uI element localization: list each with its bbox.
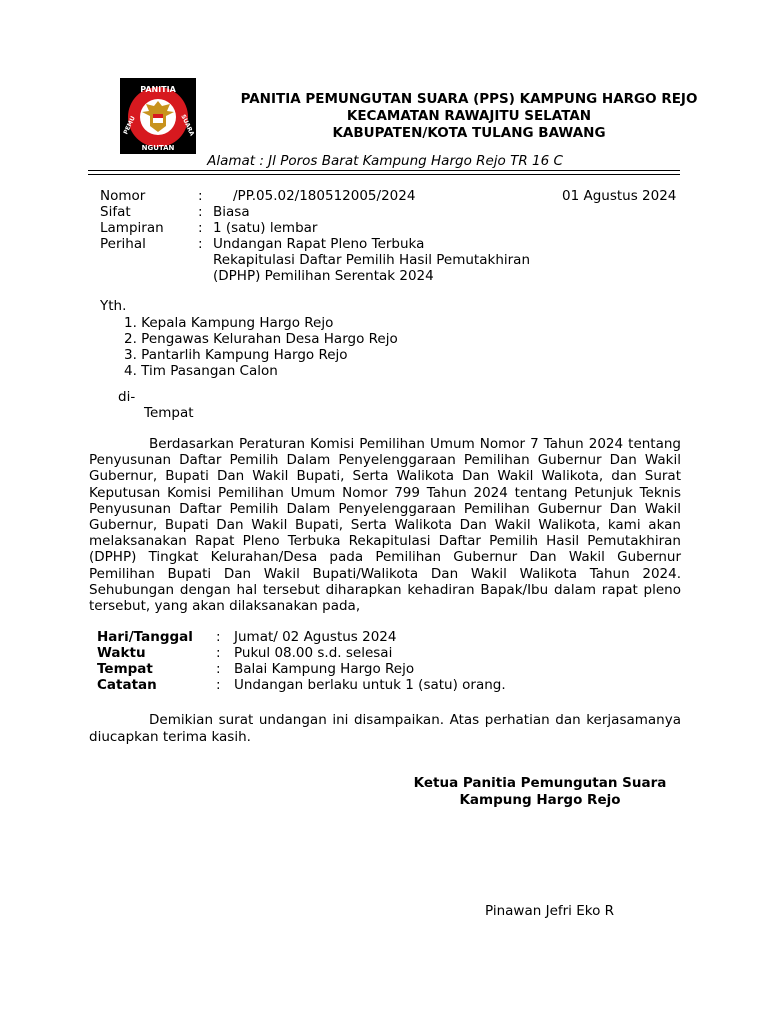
body-line: melaksanakan Rapat Pleno Terbuka Rekapitulasi Daftar Pemilih Hasil Pemutakhiran <box>89 533 681 550</box>
body-line: Pemilihan Bupati Dan Wakil Bupati/Walikota Dan Wakil Walikota Tahun 2024. <box>89 565 681 582</box>
body-line: Berdasarkan Peraturan Komisi Pemilihan Umum Nomor 7 Tahun 2024 tentang <box>149 436 681 452</box>
di-label: di- <box>118 389 136 405</box>
body-line: (DPHP) Tingkat Kelurahan/Desa pada Pemilihan Gubernur Dan Wakil Gubernur <box>89 549 681 566</box>
hari-colon: : <box>216 629 221 645</box>
letterhead-address: Alamat : Jl Poros Barat Kampung Hargo Rejo TR 16 C <box>207 153 563 169</box>
closing-line-1: Demikian surat undangan ini disampaikan. Atas perhatian dan kerjasamanya <box>149 712 681 728</box>
closing-paragraph <box>89 712 681 746</box>
body-line: Gubernur, Bupati Dan Wakil Bupati, Serta Walikota Dan Wakil Walikota, kami akan <box>89 516 681 533</box>
body-line: Penyusunan Daftar Pemilih Dalam Penyelenggaraan Pemilihan Gubernur Dan Wakil <box>89 452 681 469</box>
letterhead-line-3: KABUPATEN/KOTA TULANG BAWANG <box>332 125 606 141</box>
recipient-item: 3. Pantarlih Kampung Hargo Rejo <box>124 347 348 363</box>
letterhead-rule-thick <box>88 170 680 171</box>
letterhead-line-2: KECAMATAN RAWAJITU SELATAN <box>346 108 592 124</box>
logo-left-text: PEMU <box>122 115 137 136</box>
nomor-value: /PP.05.02/180512005/2024 <box>233 188 416 204</box>
kpu-logo <box>120 78 196 154</box>
perihal-line-1: Undangan Rapat Pleno Terbuka <box>213 236 425 252</box>
body-line: Sehubungan dengan hal tersebut diharapkan kehadiran Bapak/Ibu dalam rapat pleno <box>89 581 681 598</box>
waktu-colon: : <box>216 645 221 661</box>
sifat-value: Biasa <box>213 204 250 220</box>
lampiran-label: Lampiran <box>100 220 164 236</box>
nomor-label: Nomor <box>100 188 146 204</box>
letterhead-title <box>196 91 742 142</box>
tempat-acara-label: Tempat <box>97 661 153 677</box>
perihal-label: Perihal <box>100 236 146 252</box>
tempat-label: Tempat <box>144 405 194 421</box>
tempat-acara-colon: : <box>216 661 221 677</box>
waktu-value: Pukul 08.00 s.d. selesai <box>234 645 393 661</box>
logo-right-text: SUARA <box>179 113 196 138</box>
body-line: Gubernur, Bupati Dan Wakil Bupati, Serta Walikota Dan Wakil Walikota, dan Surat <box>89 468 681 485</box>
signature-title-1: Ketua Panitia Pemungutan Suara <box>413 775 667 791</box>
signatory-name: Pinawan Jefri Eko R <box>485 903 615 919</box>
closing-line-2: diucapkan terima kasih. <box>89 729 251 745</box>
catatan-colon: : <box>216 677 221 693</box>
sifat-label: Sifat <box>100 204 131 220</box>
nomor-colon: : <box>198 188 203 204</box>
yth-label: Yth. <box>100 298 127 314</box>
letterhead-rule-thin <box>88 174 680 175</box>
body-line: tersebut, yang akan dilaksanakan pada, <box>89 597 361 614</box>
sifat-colon: : <box>198 204 203 220</box>
recipient-item: 4. Tim Pasangan Calon <box>124 363 278 379</box>
waktu-label: Waktu <box>97 645 146 661</box>
catatan-value: Undangan berlaku untuk 1 (satu) orang. <box>234 677 506 693</box>
hari-label: Hari/Tanggal <box>97 629 193 645</box>
body-line: Penyusunan Daftar Pemilih Dalam Penyelenggaraan Pemilihan Gubernur Dan Wakil <box>89 500 681 517</box>
recipient-item: 1. Kepala Kampung Hargo Rejo <box>124 315 334 331</box>
letterhead-line-1: PANITIA PEMUNGUTAN SUARA (PPS) KAMPUNG HARGO REJO <box>240 91 698 107</box>
perihal-line-3: (DPHP) Pemilihan Serentak 2024 <box>213 268 434 284</box>
logo-emblem-icon <box>120 78 196 154</box>
hari-value: Jumat/ 02 Agustus 2024 <box>234 629 397 645</box>
perihal-colon: : <box>198 236 203 252</box>
tempat-acara-value: Balai Kampung Hargo Rejo <box>234 661 415 677</box>
lampiran-value: 1 (satu) lembar <box>213 220 318 236</box>
recipient-item: 2. Pengawas Kelurahan Desa Hargo Rejo <box>124 331 398 347</box>
body-line: Keputusan Komisi Pemilihan Umum Nomor 799 Tahun 2024 tentang Petunjuk Teknis <box>89 484 681 501</box>
lampiran-colon: : <box>198 220 203 236</box>
signature-title-2: Kampung Hargo Rejo <box>459 792 621 808</box>
perihal-line-2: Rekapitulasi Daftar Pemilih Hasil Pemutakhiran <box>213 252 530 268</box>
logo-bottom-text: NGUTAN <box>141 144 175 152</box>
letter-date: 01 Agustus 2024 <box>562 188 677 204</box>
catatan-label: Catatan <box>97 677 157 693</box>
logo-top-text: PANITIA <box>140 85 176 94</box>
body-paragraph <box>89 436 681 614</box>
